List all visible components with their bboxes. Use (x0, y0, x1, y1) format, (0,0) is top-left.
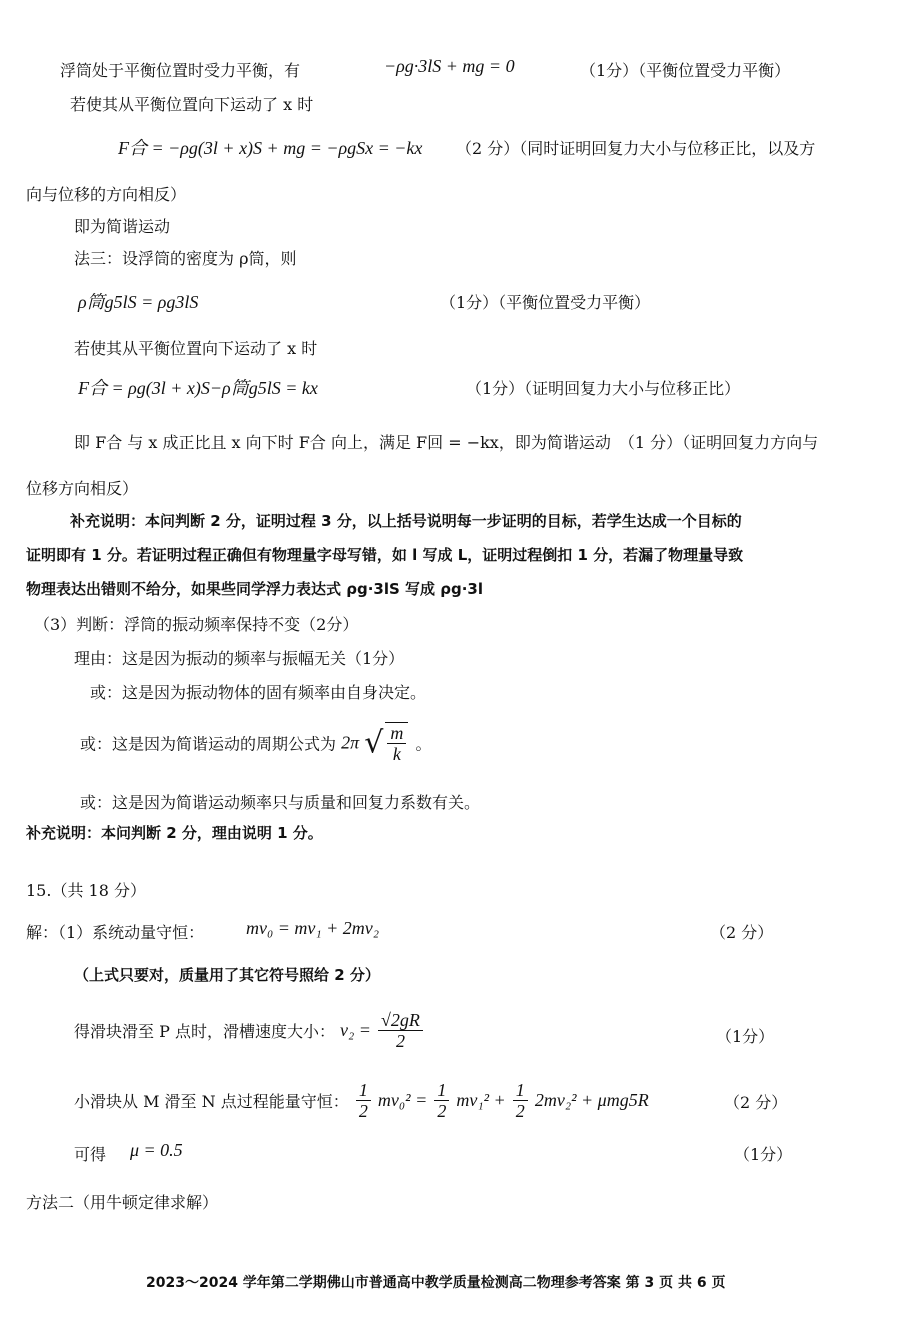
q15-energy-half-2: $\frac{1}{2}$ (434, 1080, 449, 1121)
q15-energy-text: 小滑块从 M 滑至 N 点过程能量守恒： (74, 1092, 349, 1111)
formula-net-force-2: F合 = ρg(3l + x)S−ρ筒g5lS = kx (78, 378, 318, 398)
q15-result-score: （1分） (734, 1145, 793, 1164)
formula-equilibrium: −ρg·3lS + mg = 0 (384, 56, 515, 76)
line-shm: 即为简谐运动 (74, 217, 171, 236)
q15-note: （上式只要对，质量用了其它符号照给 2 分） (74, 966, 380, 984)
period-fraction: $\frac{m}{k}$ (385, 722, 408, 764)
part3-reason: 理由：这是因为振动的频率与振幅无关（1分） (74, 649, 405, 668)
q15-energy-half-1: $\frac{1}{2}$ (356, 1080, 371, 1121)
part3-or-2: 或：这是因为简谐运动的周期公式为 2π √ $\frac{m}{k}$ 。 (80, 723, 432, 764)
q15-method-2: 方法二（用牛顿定律求解） (26, 1193, 219, 1212)
period-coef: 2π (341, 732, 360, 753)
q15-energy-term-3: 2mv₂² + μmg5R (534, 1090, 649, 1110)
note-net-force: （2 分）（同时证明回复力大小与位移正比，以及方 (456, 139, 816, 158)
supplement-3: 物理表达出错则不给分，如果些同学浮力表达式 ρg·3lS 写成 ρg·3l (26, 580, 483, 598)
q15-energy-half-3: $\frac{1}{2}$ (513, 1080, 528, 1121)
q15-energy-term-1: mv₀² = (377, 1090, 428, 1110)
q15-velocity-line (74, 1010, 425, 1051)
supplement-1: 补充说明：本问判断 2 分，证明过程 3 分，以上括号说明每一步证明的目标，若学生达成一个目标的 (70, 512, 742, 530)
q15-momentum-score: （2 分） (710, 923, 774, 942)
line-equilibrium-text: 浮筒处于平衡位置时受力平衡，有 (60, 61, 301, 80)
q15-energy-score: （2 分） (724, 1093, 788, 1112)
q15-velocity-fraction: $\frac{√2gR}{2}$ (378, 1010, 423, 1051)
part3-judgement: （3）判断：浮筒的振动频率保持不变（2分） (34, 615, 359, 634)
line-direction: 向与位移的方向相反） (26, 185, 187, 204)
part3-or-1: 或：这是因为振动物体的固有频率由自身决定。 (90, 683, 427, 702)
page-footer: 2023～2024 学年第二学期佛山市普通高中教学质量检测高二物理参考答案 第 3 页 共 6 页 (146, 1275, 726, 1291)
q15-result-formula: μ = 0.5 (130, 1140, 183, 1160)
q15-energy-term-2: mv₁² + (456, 1090, 506, 1110)
q15-momentum-text: 解：（1）系统动量守恒： (26, 923, 205, 942)
line-opposite: 位移方向相反） (26, 479, 139, 498)
q15-energy-line (74, 1080, 649, 1121)
part3-or-2-text: 或：这是因为简谐运动的周期公式为 (80, 734, 337, 754)
period-sqrt: √ $\frac{m}{k}$ (364, 722, 410, 764)
supplement-2: 证明即有 1 分。若证明过程正确但有物理量字母写错，如 l 写成 L，证明过程倒扣 1 分，若漏了物理量导致 (26, 546, 744, 564)
formula-density: ρ筒g5lS = ρg3lS (78, 292, 199, 312)
part3-or-3: 或：这是因为简谐运动频率只与质量和回复力系数有关。 (80, 793, 481, 812)
note-net-force-2: （1分）（证明回复力大小与位移正比） (466, 379, 741, 398)
note-density: （1分）（平衡位置受力平衡） (440, 293, 651, 312)
formula-net-force: F合 = −ρg(3l + x)S + mg = −ρgSx = −kx (118, 138, 423, 158)
q15-velocity-lhs: v₂ = (340, 1020, 371, 1040)
q15-result-text: 可得 (74, 1145, 107, 1164)
q15-velocity-score: （1分） (716, 1027, 775, 1046)
q15-velocity-text: 得滑块滑至 P 点时，滑槽速度大小： (74, 1022, 335, 1041)
line-proportional: 即 F合 与 x 成正比且 x 向下时 F合 向上，满足 F回 = −kx，即为简谐运动 （1 分）（证明回复力方向与 (74, 433, 819, 452)
part3-supplement: 补充说明：本问判断 2 分，理由说明 1 分。 (26, 824, 323, 842)
line-displace: 若使其从平衡位置向下运动了 x 时 (70, 95, 314, 114)
question-15-title: 15.（共 18 分） (26, 881, 146, 900)
line-method3: 法三：设浮筒的密度为 ρ筒，则 (74, 249, 297, 268)
line-displace-2: 若使其从平衡位置向下运动了 x 时 (74, 339, 318, 358)
note-equilibrium: （1分）（平衡位置受力平衡） (580, 61, 791, 80)
q15-momentum-formula: mv₀ = mv₁ + 2mv₂ (246, 918, 380, 938)
